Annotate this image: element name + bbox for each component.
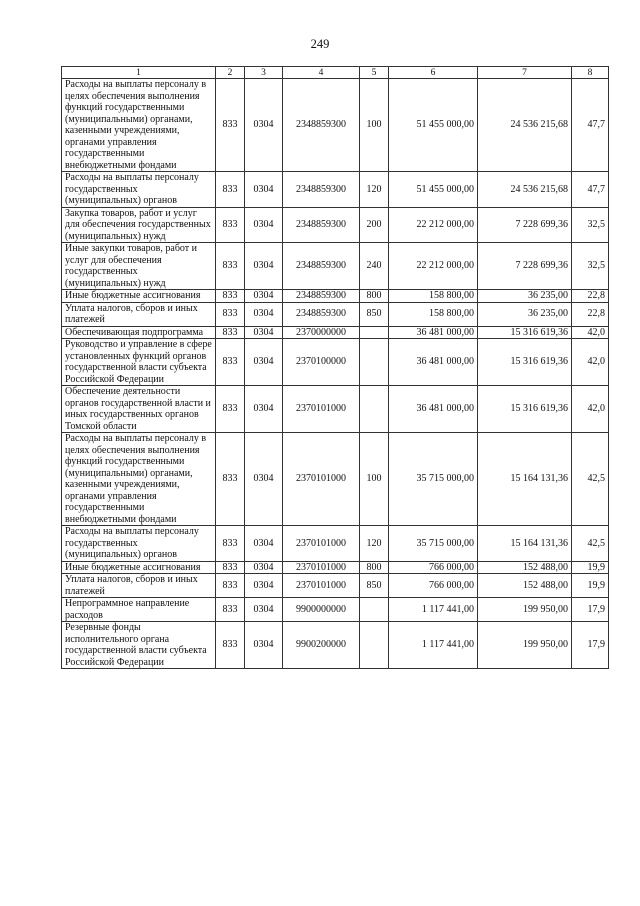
department-code: 833 [216,302,245,326]
page-number: 249 [310,37,330,51]
planned-amount: 51 455 000,00 [389,172,478,208]
expense-type-code [360,386,389,433]
section-code: 0304 [245,598,283,622]
execution-percent: 32,5 [572,243,609,290]
section-code: 0304 [245,622,283,669]
execution-percent: 47,7 [572,79,609,172]
section-code: 0304 [245,574,283,598]
table-row [62,339,609,386]
executed-amount: 24 536 215,68 [478,172,572,208]
expense-type-code: 850 [360,574,389,598]
column-header: 1 [62,67,216,79]
table-row [62,598,609,622]
executed-amount: 15 316 619,36 [478,339,572,386]
section-code: 0304 [245,79,283,172]
executed-amount: 7 228 699,36 [478,207,572,243]
execution-percent: 42,5 [572,433,609,526]
section-code: 0304 [245,526,283,562]
target-article-code: 9900200000 [283,622,360,669]
target-article-code: 2370000000 [283,326,360,339]
expense-type-code: 800 [360,290,389,303]
department-code: 833 [216,79,245,172]
execution-percent: 42,0 [572,386,609,433]
expense-name: Расходы на выплаты персоналу государственных (муниципальных) органов [62,172,216,208]
table-row [62,326,609,339]
expense-name: Иные бюджетные ассигнования [62,290,216,303]
execution-percent: 32,5 [572,207,609,243]
executed-amount: 15 316 619,36 [478,386,572,433]
column-header: 7 [478,67,572,79]
expense-name: Иные закупки товаров, работ и услуг для обеспечения государственных (муниципальных) нужд [62,243,216,290]
target-article-code: 2348859300 [283,207,360,243]
target-article-code: 2370100000 [283,339,360,386]
executed-amount: 152 488,00 [478,561,572,574]
expense-type-code: 800 [360,561,389,574]
expense-type-code [360,326,389,339]
planned-amount: 1 117 441,00 [389,622,478,669]
expense-type-code [360,622,389,669]
execution-percent: 17,9 [572,598,609,622]
section-code: 0304 [245,561,283,574]
department-code: 833 [216,243,245,290]
expense-name: Обеспечивающая подпрограмма [62,326,216,339]
execution-percent: 42,0 [572,326,609,339]
target-article-code: 2370101000 [283,574,360,598]
planned-amount: 766 000,00 [389,561,478,574]
column-header: 4 [283,67,360,79]
expense-type-code: 100 [360,79,389,172]
executed-amount: 152 488,00 [478,574,572,598]
target-article-code: 2348859300 [283,290,360,303]
section-code: 0304 [245,172,283,208]
executed-amount: 15 164 131,36 [478,526,572,562]
department-code: 833 [216,433,245,526]
table-row [62,290,609,303]
planned-amount: 36 481 000,00 [389,386,478,433]
table-row [62,243,609,290]
expense-name: Уплата налогов, сборов и иных платежей [62,574,216,598]
execution-percent: 19,9 [572,561,609,574]
section-code: 0304 [245,243,283,290]
planned-amount: 35 715 000,00 [389,433,478,526]
column-header: 3 [245,67,283,79]
execution-percent: 42,5 [572,526,609,562]
execution-percent: 22,8 [572,302,609,326]
expense-type-code: 850 [360,302,389,326]
section-code: 0304 [245,339,283,386]
expense-name: Руководство и управление в сфере установленных функций органов государственной власти субъекта Российской Федерации [62,339,216,386]
table-row [62,526,609,562]
section-code: 0304 [245,207,283,243]
table-row [62,207,609,243]
expense-name: Резервные фонды исполнительного органа государственной власти субъекта Российской Федерации [62,622,216,669]
target-article-code: 2348859300 [283,302,360,326]
table-row [62,433,609,526]
executed-amount: 7 228 699,36 [478,243,572,290]
executed-amount: 199 950,00 [478,622,572,669]
table-row [62,172,609,208]
budget-table [61,66,609,669]
expense-type-code [360,339,389,386]
execution-percent: 22,8 [572,290,609,303]
table-row [62,622,609,669]
planned-amount: 158 800,00 [389,290,478,303]
planned-amount: 22 212 000,00 [389,207,478,243]
table-row [62,302,609,326]
section-code: 0304 [245,326,283,339]
executed-amount: 15 316 619,36 [478,326,572,339]
planned-amount: 35 715 000,00 [389,526,478,562]
header-row [62,67,609,79]
planned-amount: 1 117 441,00 [389,598,478,622]
section-code: 0304 [245,302,283,326]
column-header: 2 [216,67,245,79]
target-article-code: 2370101000 [283,526,360,562]
department-code: 833 [216,339,245,386]
planned-amount: 51 455 000,00 [389,79,478,172]
expense-type-code: 200 [360,207,389,243]
expense-name: Расходы на выплаты персоналу государственных (муниципальных) органов [62,526,216,562]
column-header: 6 [389,67,478,79]
department-code: 833 [216,622,245,669]
section-code: 0304 [245,433,283,526]
execution-percent: 42,0 [572,339,609,386]
target-article-code: 2348859300 [283,243,360,290]
column-header: 5 [360,67,389,79]
expense-name: Иные бюджетные ассигнования [62,561,216,574]
target-article-code: 2348859300 [283,79,360,172]
target-article-code: 2348859300 [283,172,360,208]
table-row [62,574,609,598]
department-code: 833 [216,598,245,622]
expense-type-code [360,598,389,622]
column-header: 8 [572,67,609,79]
target-article-code: 2370101000 [283,433,360,526]
expense-type-code: 100 [360,433,389,526]
department-code: 833 [216,574,245,598]
expense-name: Обеспечение деятельности органов государственной власти и иных государственных органов Томской области [62,386,216,433]
department-code: 833 [216,172,245,208]
expense-name: Уплата налогов, сборов и иных платежей [62,302,216,326]
target-article-code: 9900000000 [283,598,360,622]
execution-percent: 17,9 [572,622,609,669]
target-article-code: 2370101000 [283,561,360,574]
executed-amount: 36 235,00 [478,302,572,326]
planned-amount: 766 000,00 [389,574,478,598]
department-code: 833 [216,386,245,433]
planned-amount: 158 800,00 [389,302,478,326]
planned-amount: 22 212 000,00 [389,243,478,290]
planned-amount: 36 481 000,00 [389,339,478,386]
department-code: 833 [216,207,245,243]
expense-type-code: 240 [360,243,389,290]
expense-name: Расходы на выплаты персоналу в целях обеспечения выполнения функций государственными (муниципальными) органами, казенными учреждениями, органами управления государственными внебюджетными фондами [62,79,216,172]
table-row [62,386,609,433]
expense-name: Расходы на выплаты персоналу в целях обеспечения выполнения функций государственными (муниципальными) органами, казенными учреждениями, органами управления государственными внебюджетными фондами [62,433,216,526]
expense-type-code: 120 [360,172,389,208]
executed-amount: 36 235,00 [478,290,572,303]
department-code: 833 [216,290,245,303]
expense-name: Закупка товаров, работ и услуг для обеспечения государственных (муниципальных) нужд [62,207,216,243]
department-code: 833 [216,326,245,339]
department-code: 833 [216,526,245,562]
section-code: 0304 [245,386,283,433]
expense-type-code: 120 [360,526,389,562]
target-article-code: 2370101000 [283,386,360,433]
department-code: 833 [216,561,245,574]
executed-amount: 15 164 131,36 [478,433,572,526]
planned-amount: 36 481 000,00 [389,326,478,339]
table-row [62,561,609,574]
execution-percent: 19,9 [572,574,609,598]
section-code: 0304 [245,290,283,303]
table-row [62,79,609,172]
execution-percent: 47,7 [572,172,609,208]
executed-amount: 24 536 215,68 [478,79,572,172]
expense-name: Непрограммное направление расходов [62,598,216,622]
executed-amount: 199 950,00 [478,598,572,622]
